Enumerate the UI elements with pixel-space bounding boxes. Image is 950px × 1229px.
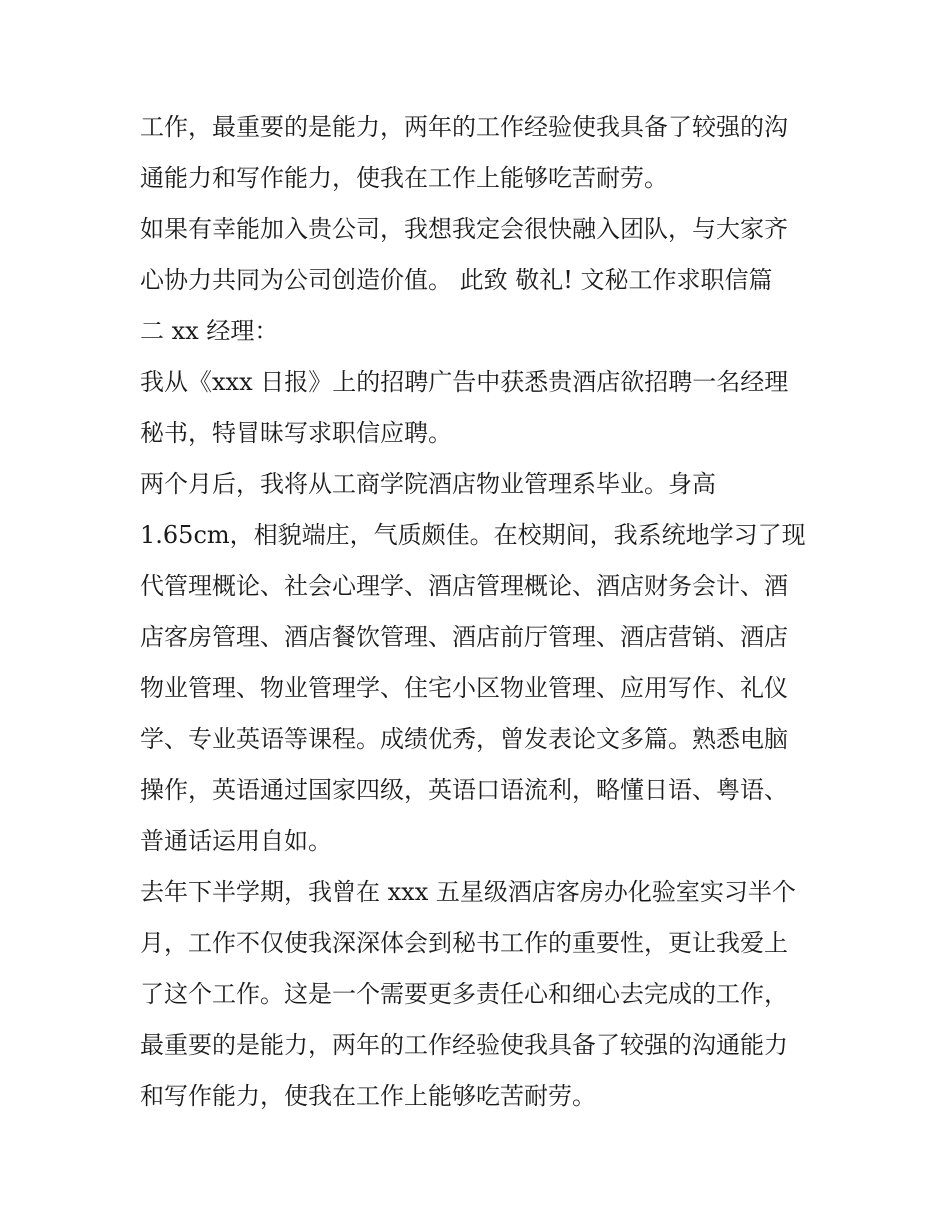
text-line: 去年下半学期，我曾在 xxx 五星级酒店客房办化验室实习半个: [140, 878, 796, 906]
text-line: 最重要的是能力，两年的工作经验使我具备了较强的沟通能力: [140, 1031, 788, 1059]
text-line: 学、专业英语等课程。成绩优秀，曾发表论文多篇。熟悉电脑: [140, 725, 788, 753]
text-line: 操作，英语通过国家四级，英语口语流利，略懂日语、粤语、: [140, 776, 788, 804]
text-line: 秘书，特冒昧写求职信应聘。: [140, 419, 452, 447]
text-line: 二 xx 经理：: [140, 317, 279, 345]
text-line: 如果有幸能加入贵公司，我想我定会很快融入团队，与大家齐: [140, 215, 788, 243]
text-line: 了这个工作。这是一个需要更多责任心和细心去完成的工作，: [140, 980, 788, 1008]
text-line: 心协力共同为公司创造价值。 此致 敬礼! 文秘工作求职信篇: [140, 266, 773, 294]
text-line: 代管理概论、社会心理学、酒店管理概论、酒店财务会计、酒: [140, 572, 788, 600]
text-line: 普通话运用自如。: [140, 827, 332, 855]
text-line: 月，工作不仅使我深深体会到秘书工作的重要性，更让我爱上: [140, 929, 788, 957]
text-line: 通能力和写作能力，使我在工作上能够吃苦耐劳。: [140, 164, 668, 192]
text-line: 1.65cm，相貌端庄，气质颇佳。在校期间，我系统地学习了现: [140, 521, 806, 549]
document-body: [140, 102, 820, 1122]
text-line: 物业管理、物业管理学、住宅小区物业管理、应用写作、礼仪: [140, 674, 788, 702]
text-line: 和写作能力，使我在工作上能够吃苦耐劳。: [140, 1082, 596, 1110]
text-line: 工作，最重要的是能力，两年的工作经验使我具备了较强的沟: [140, 113, 788, 141]
text-line: 两个月后，我将从工商学院酒店物业管理系毕业。身高: [140, 470, 716, 498]
text-line: 店客房管理、酒店餐饮管理、酒店前厅管理、酒店营销、酒店: [140, 623, 788, 651]
text-line: 我从《xxx 日报》上的招聘广告中获悉贵酒店欲招聘一名经理: [140, 368, 789, 396]
